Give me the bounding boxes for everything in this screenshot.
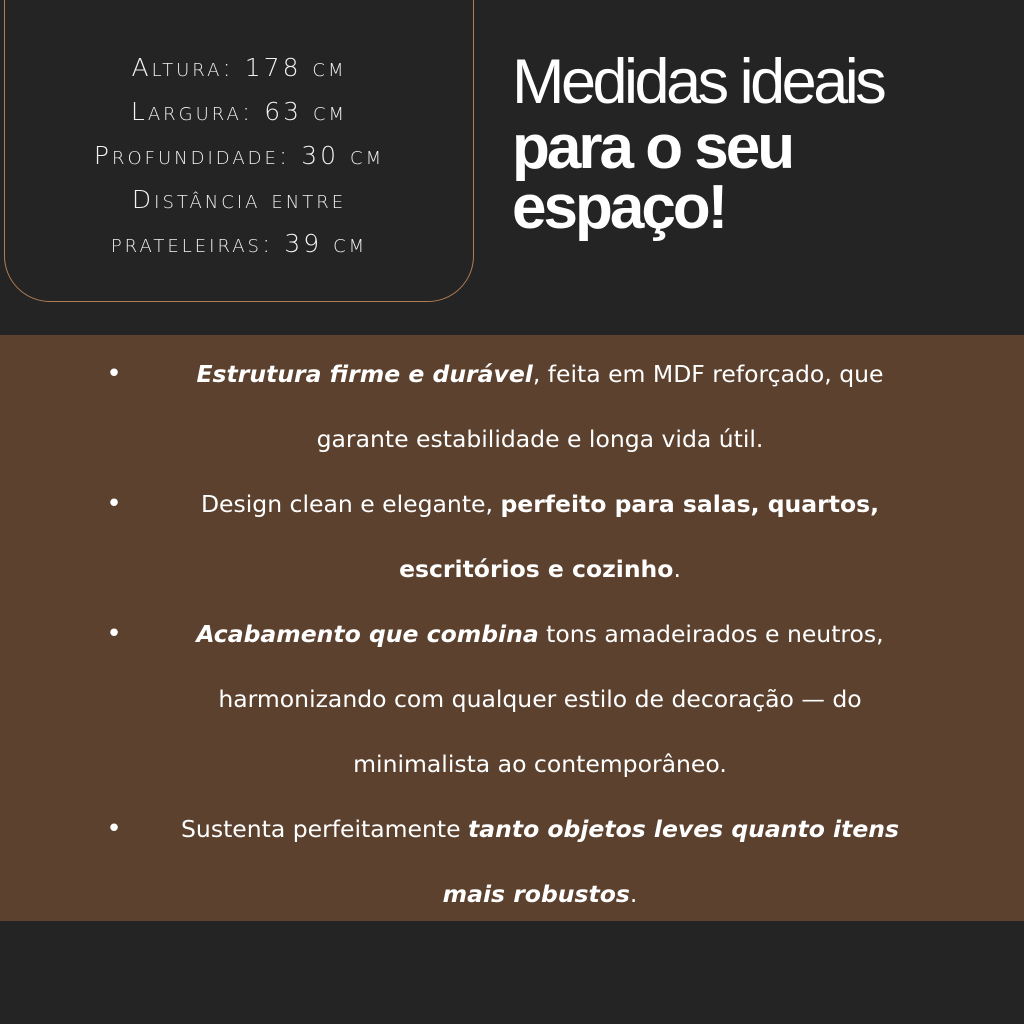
- features-list: [0, 342, 1024, 927]
- spec-shelf-distance-label: Distância entre: [131, 185, 347, 214]
- feature-body: tons amadeirados e neutros, harmonizando com qualquer estilo de decoração — do minimalista ao contemporâneo.: [218, 620, 884, 778]
- headline-line-3: espaço!: [512, 173, 726, 242]
- feature-emphasis: Acabamento que combina: [196, 620, 539, 648]
- feature-support: [0, 797, 1024, 927]
- feature-body: Design clean e elegante,: [200, 490, 501, 518]
- specs-list: [4, 46, 474, 266]
- bullet-icon: •: [106, 359, 122, 389]
- headline-line-2: para o seu: [512, 113, 793, 182]
- bullet-icon: •: [106, 814, 122, 844]
- feature-text: [150, 472, 930, 602]
- spec-width: Largura: 63 cm: [130, 97, 348, 126]
- feature-text: [150, 797, 930, 927]
- feature-emphasis: Estrutura firme e durável: [196, 360, 533, 388]
- headline: [512, 46, 884, 242]
- spec-depth: Profundidade: 30 cm: [93, 141, 385, 170]
- feature-body: , feita em MDF reforçado, que garante estabilidade e longa vida útil.: [316, 360, 884, 453]
- feature-body: Sustenta perfeitamente: [181, 815, 469, 843]
- bullet-icon: •: [106, 619, 122, 649]
- feature-punctuation: .: [629, 880, 638, 908]
- headline-line-1: Medidas ideais: [512, 47, 884, 117]
- features-panel: [0, 335, 1024, 921]
- feature-finish: [0, 602, 1024, 797]
- feature-strong: perfeito para salas, quartos, escritórios e cozinho: [399, 490, 880, 583]
- feature-text: [150, 602, 930, 797]
- bullet-icon: •: [106, 489, 122, 519]
- feature-emphasis: tanto objetos leves quanto itens mais robustos: [442, 815, 899, 908]
- feature-punctuation: .: [673, 555, 681, 583]
- spec-shelf-distance-value: prateleiras: 39 cm: [110, 229, 368, 258]
- feature-design: [0, 472, 1024, 602]
- feature-structure: [0, 342, 1024, 472]
- feature-text: [150, 342, 930, 472]
- spec-height: Altura: 178 cm: [131, 53, 347, 82]
